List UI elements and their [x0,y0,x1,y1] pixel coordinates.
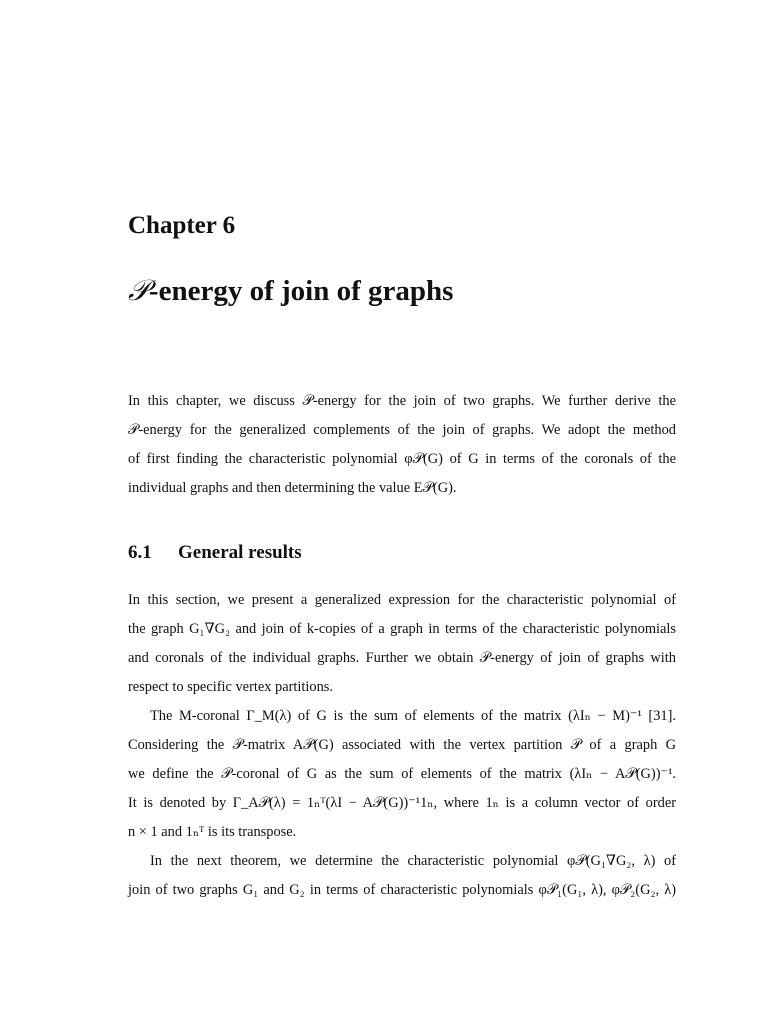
body-line: and coronals of the individual graphs. Further we obtain 𝒫-energy of join of graphs with [128,650,676,666]
intro-line: In this chapter, we discuss 𝒫-energy for the join of two graphs. We further derive the [128,393,676,409]
chapter-title-text: -energy of join of graphs [148,275,454,307]
body-line: In this section, we present a generalized expression for the characteristic polynomial of [128,592,676,608]
section-title: General results [178,542,302,563]
intro-line: 𝒫-energy for the generalized complements of the join of graphs. We adopt the method [128,422,676,438]
body-line: we define the 𝒫-coronal of G as the sum of elements of the matrix (λIₙ − A𝒫(G))⁻¹. [128,766,676,782]
body-line: In the next theorem, we determine the characteristic polynomial φ𝒫(G₁∇G₂, λ) of [150,853,676,869]
section-heading [128,540,302,566]
body-line: n × 1 and 1ₙᵀ is its transpose. [128,824,297,840]
section-number: 6.1 [128,542,152,563]
intro-line: of first finding the characteristic polynomial φ𝒫(G) of G in terms of the coronals of the [128,451,676,467]
body-line: It is denoted by Γ_A𝒫(λ) = 1ₙᵀ(λI − A𝒫(G))⁻¹1ₙ, where 1ₙ is a column vector of order [128,795,676,811]
body-line: join of two graphs G₁ and G₂ in terms of characteristic polynomials φ𝒫₁(G₁, λ), φ𝒫₂(G₂, λ) [128,882,676,898]
intro-line: individual graphs and then determining the value E𝒫(G). [128,480,457,496]
chapter-title [128,272,453,309]
chapter-title-symbol: 𝒫 [128,273,149,307]
body-line: the graph G₁∇G₂ and join of k-copies of a graph in terms of the characteristic polynomials [128,621,676,637]
chapter-label: Chapter 6 [128,212,236,239]
body-line: respect to specific vertex partitions. [128,679,333,695]
body-line: The M-coronal Γ_M(λ) of G is the sum of elements of the matrix (λIₙ − M)⁻¹ [31]. [150,708,676,724]
body-line: Considering the 𝒫-matrix A𝒫(G) associated with the vertex partition 𝒫 of a graph G [128,737,676,753]
